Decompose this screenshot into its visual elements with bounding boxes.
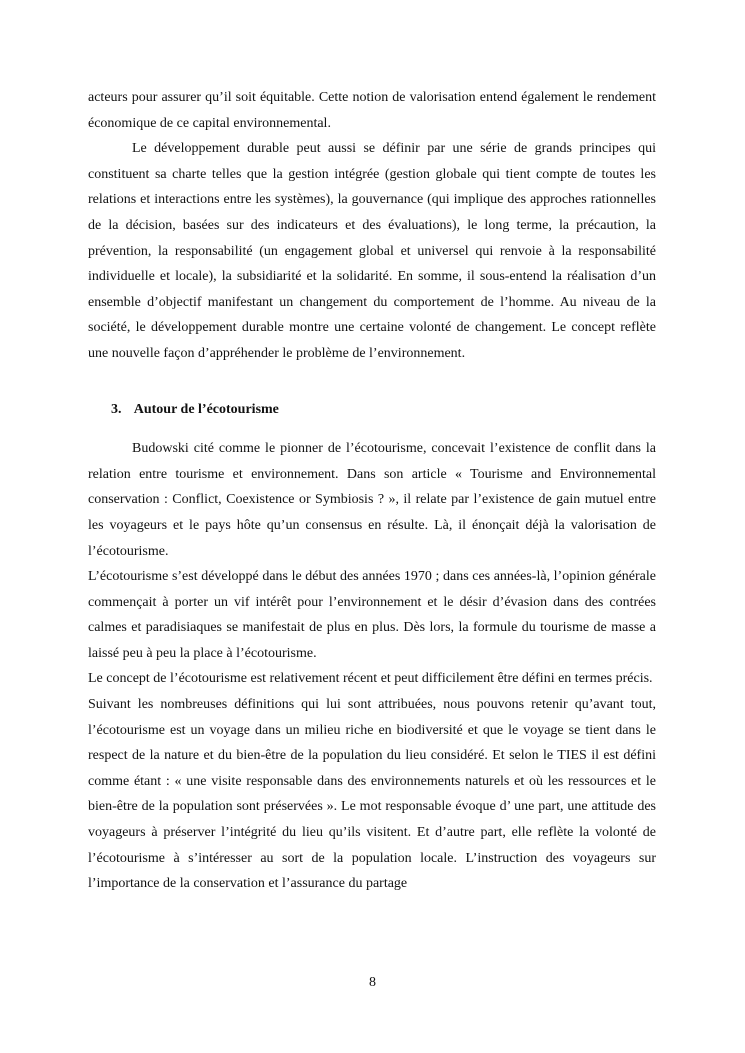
body-paragraph: Le concept de l’écotourisme est relativement récent et peut difficilement être défini en termes précis. — [88, 671, 653, 687]
body-paragraph: Budowski cité comme le pionner de l’écotourisme, concevait l’existence de conflit dans la relation entre tourisme et environnement. Dans son article « Tourisme and Environnemental conservation : Conflict, Coexistence or Symbiosis ? », il relate par l’existence de gain mutuel entre les voyageurs et le pays hôte qu’un consensus en résulte. Là, il énonçait déjà la valorisation de l’écotourisme. — [88, 441, 656, 559]
page-content — [88, 85, 656, 897]
section-number: 3. — [111, 401, 122, 417]
section-heading — [88, 397, 656, 423]
section-body — [88, 436, 656, 897]
body-paragraph: L’écotourisme s’est développé dans le début des années 1970 ; dans ces années-là, l’opinion générale commençait à porter un vif intérêt pour l’environnement et le désir d’évasion dans des contrées calmes et paradisiaques se manifestait de plus en plus. Dès lors, la formule du tourisme de masse a laissé peu à peu la place à l’écotourisme. — [88, 569, 656, 661]
body-paragraph: acteurs pour assurer qu’il soit équitable. Cette notion de valorisation entend également le rendement économique de ce capital environnemental. — [88, 90, 656, 131]
body-paragraph: Le développement durable peut aussi se définir par une série de grands principes qui constituent sa charte telles que la gestion intégrée (gestion globale qui tient compte de toutes les relations et interactions entre les systèmes), la gouvernance (qui implique des approches rationnelles de la décision, basées sur des indicateurs et des évaluations), le long terme, la précaution, la prévention, la responsabilité (un engagement global et universel qui renvoie à la responsabilité individuelle et locale), la subsidiarité et la solidarité. En somme, il sous-entend la réalisation d’un ensemble d’objectif manifestant un changement du comportement de l’homme. Au niveau de la société, le développement durable montre une certaine volonté de changement. Le concept reflète une nouvelle façon d’appréhender le problème de l’environnement. — [88, 141, 656, 361]
page-number: 8 — [369, 975, 376, 990]
section-title: Autour de l’écotourisme — [133, 401, 279, 417]
body-paragraph: Suivant les nombreuses définitions qui lui sont attribuées, nous pouvons retenir qu’avant tout, l’écotourisme est un voyage dans un milieu riche en biodiversité et que le voyage se tient dans le respect de la nature et du bien-être de la population du lieu considéré. Et selon le TIES il est défini comme étant : « une visite responsable dans des environnements naturels et où les ressources et le bien-être de la population sont préservées ». Le mot responsable évoque d’ une part, une attitude des voyageurs à préserver l’intégrité du lieu qu’ils visitent. Et d’autre part, elle reflète la volonté de l’écotourisme à s’intéresser au sort de la population locale. L’instruction des voyageurs sur l’importance de la conservation et l’assurance du partage — [88, 697, 656, 892]
